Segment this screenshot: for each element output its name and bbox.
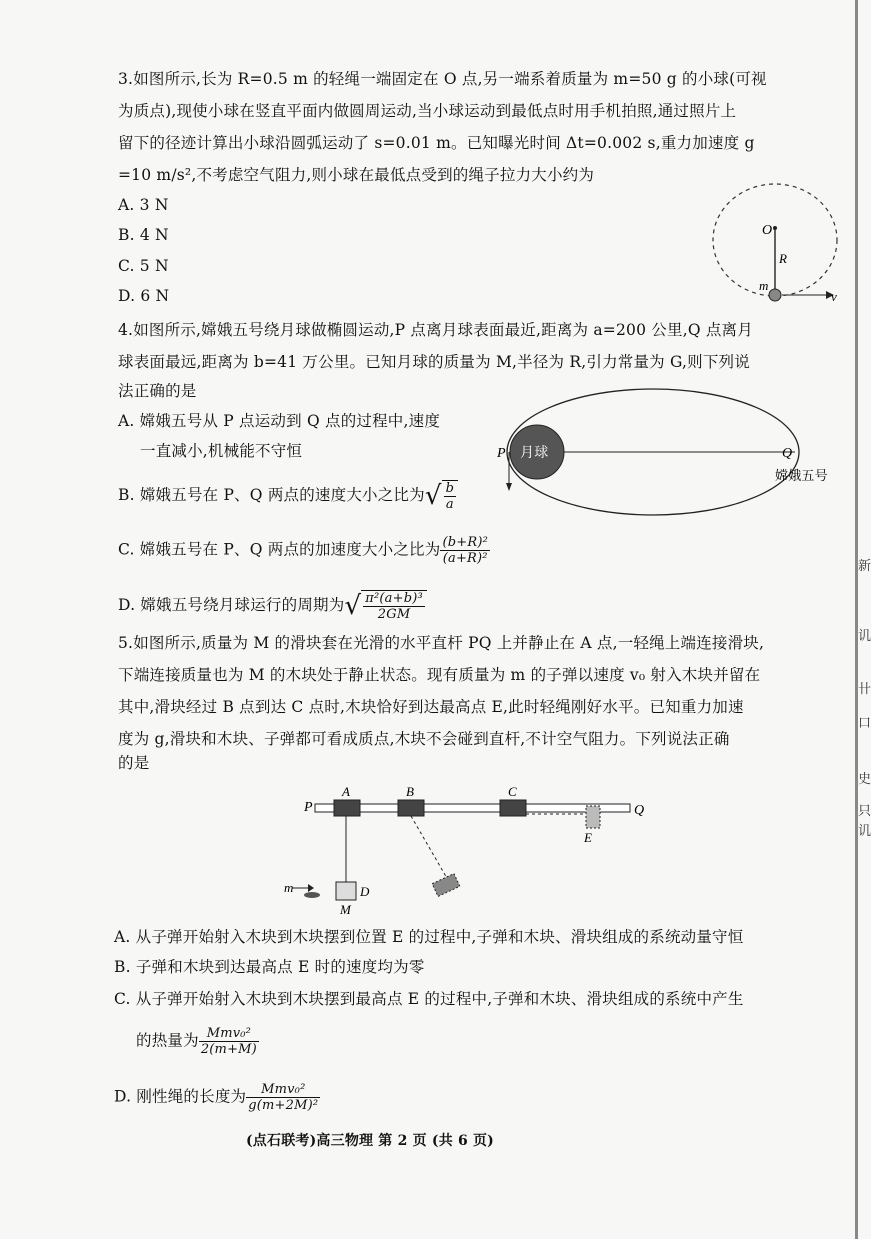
q3-circle-figure [700, 170, 860, 310]
bullet-icon [304, 892, 320, 898]
q4-option-c-text: C. 嫦娥五号在 P、Q 两点的加速度大小之比为 [118, 540, 441, 559]
label-d: D [360, 884, 370, 899]
sqrt-symbol: √ $\frac{\text{π²(a+b)³}}{2GM}$ [344, 590, 426, 622]
slider-a [334, 800, 360, 816]
q4-option-b [118, 480, 458, 512]
label-q: Q [634, 803, 645, 818]
q5-option-c2-text: 的热量为 [136, 1031, 199, 1050]
margin-mark: 讥 [858, 629, 871, 644]
label-p: P [304, 800, 313, 815]
q3-line: =10 m/s²,不考虑空气阻力,则小球在最低点受到的绳子拉力大小约为 [118, 166, 595, 184]
frac-num: (b+R)² [442, 535, 489, 550]
q5-option-d-text: D. 刚性绳的长度为 [114, 1087, 247, 1106]
q5-option-a: A. 从子弹开始射入木块到木块摆到位置 E 的过程中,子弹和木块、滑块组成的系统动量守恒 [114, 928, 744, 946]
label-o: O [762, 223, 773, 238]
margin-mark: 史 [858, 772, 871, 787]
label-b: B [406, 784, 415, 799]
q4-ellipse-figure [495, 375, 840, 525]
label-mass-m: M [340, 902, 352, 917]
margin-mark: 口 [858, 716, 871, 731]
p-arrowhead [506, 483, 512, 491]
q5-option-b: B. 子弹和木块到达最高点 E 时的速度均为零 [114, 958, 425, 976]
rod-pq [315, 804, 630, 812]
q3-option-c: C. 5 N [118, 257, 169, 275]
label-p: P [497, 446, 506, 461]
frac-den: g(m+2M)² [248, 1098, 319, 1113]
q5-option-d [114, 1082, 320, 1113]
frac-den: 2GM [377, 607, 411, 622]
frac-num: b [445, 481, 455, 496]
frac-num: π²(a+b)³ [365, 591, 423, 606]
q3-line: 留下的径迹计算出小球沿圆弧运动了 s=0.01 m。已知曝光时间 Δt=0.002 s,重力加速度 g [118, 134, 755, 152]
probe-label: 嫦娥五号 [775, 469, 828, 484]
q4-option-b-text: B. 嫦娥五号在 P、Q 两点的速度大小之比为 [118, 486, 425, 504]
block-d [336, 882, 356, 900]
slider-c [500, 800, 526, 816]
label-m-bullet: m [284, 880, 294, 895]
label-e: E [584, 830, 593, 845]
frac-den: a [445, 497, 454, 512]
label-r: R [779, 251, 788, 266]
q3-line: 为质点),现使小球在竖直平面内做圆周运动,当小球运动到最低点时用手机拍照,通过照片上 [118, 102, 737, 120]
q4-line: 4.如图所示,嫦娥五号绕月球做椭圆运动,P 点离月球表面最近,距离为 a=200 公里,Q 点离月 [118, 321, 753, 339]
q3-option-d: D. 6 N [118, 287, 170, 305]
label-m: m [759, 278, 769, 293]
q4-line: 法正确的是 [118, 382, 197, 400]
q3-line: 3.如图所示,长为 R=0.5 m 的轻绳一端固定在 O 点,另一端系着质量为 m=50 g 的小球(可视 [118, 70, 767, 88]
frac-den: (a+R)² [442, 551, 488, 566]
label-q: Q [782, 446, 793, 461]
bullet-arrowhead [308, 884, 314, 892]
block-swing [432, 874, 460, 897]
q3-option-a: A. 3 N [118, 196, 169, 214]
moon-label: 月球 [520, 445, 549, 461]
q4-option-a: A. 嫦娥五号从 P 点运动到 Q 点的过程中,速度 [118, 412, 441, 430]
page-footer: (点石联考)高三物理 第 2 页 (共 6 页) [245, 1133, 495, 1149]
block-e [586, 806, 600, 828]
frac-num: Mmv₀² [246, 1082, 320, 1098]
label-c: C [508, 784, 517, 799]
frac-den: 2(m+M) [200, 1042, 257, 1057]
margin-mark: 讥 [858, 824, 871, 839]
margin-mark: 新 [858, 559, 871, 574]
q4-option-d [118, 590, 427, 622]
slider-b [398, 800, 424, 816]
q4-option-d-text: D. 嫦娥五号绕月球运行的周期为 [118, 596, 345, 614]
q5-option-c: C. 从子弹开始射入木块到木块摆到最高点 E 的过程中,子弹和木块、滑块组成的系统中产生 [114, 990, 744, 1008]
q4-option-c [118, 535, 490, 566]
pivot-point [773, 226, 777, 230]
rope-b [411, 816, 448, 880]
q5-line: 下端连接质量也为 M 的木块处于静止状态。现有质量为 m 的子弹以速度 v₀ 射入木块并留在 [118, 666, 761, 684]
frac-num: Mmv₀² [199, 1026, 259, 1042]
label-a: A [342, 784, 351, 799]
ball-icon [769, 289, 781, 301]
q5-line: 其中,滑块经过 B 点到达 C 点时,木块恰好到达最高点 E,此时轻绳刚好水平。已知重力加速 [118, 698, 744, 716]
q3-option-b: B. 4 N [118, 226, 169, 244]
q5-line: 度为 g,滑块和木块、子弹都可看成质点,木块不会碰到直杆,不计空气阻力。下列说法正确 [118, 730, 730, 748]
label-v: v [831, 289, 837, 304]
q5-line: 的是 [118, 754, 150, 772]
q5-rod-figure [284, 780, 670, 920]
q5-option-c-cont [136, 1026, 259, 1057]
margin-mark: 只 [858, 804, 871, 819]
q4-option-a-cont: 一直减小,机械能不守恒 [140, 442, 303, 460]
q5-line: 5.如图所示,质量为 M 的滑块套在光滑的水平直杆 PQ 上并静止在 A 点,一轻绳上端连接滑块, [118, 634, 765, 652]
sqrt-symbol: √ $\frac{b}{a}$ [425, 480, 458, 512]
margin-mark: 卄 [858, 682, 871, 697]
q4-line: 球表面最远,距离为 b=41 万公里。已知月球的质量为 M,半径为 R,引力常量为 G,则下列说 [118, 353, 750, 371]
